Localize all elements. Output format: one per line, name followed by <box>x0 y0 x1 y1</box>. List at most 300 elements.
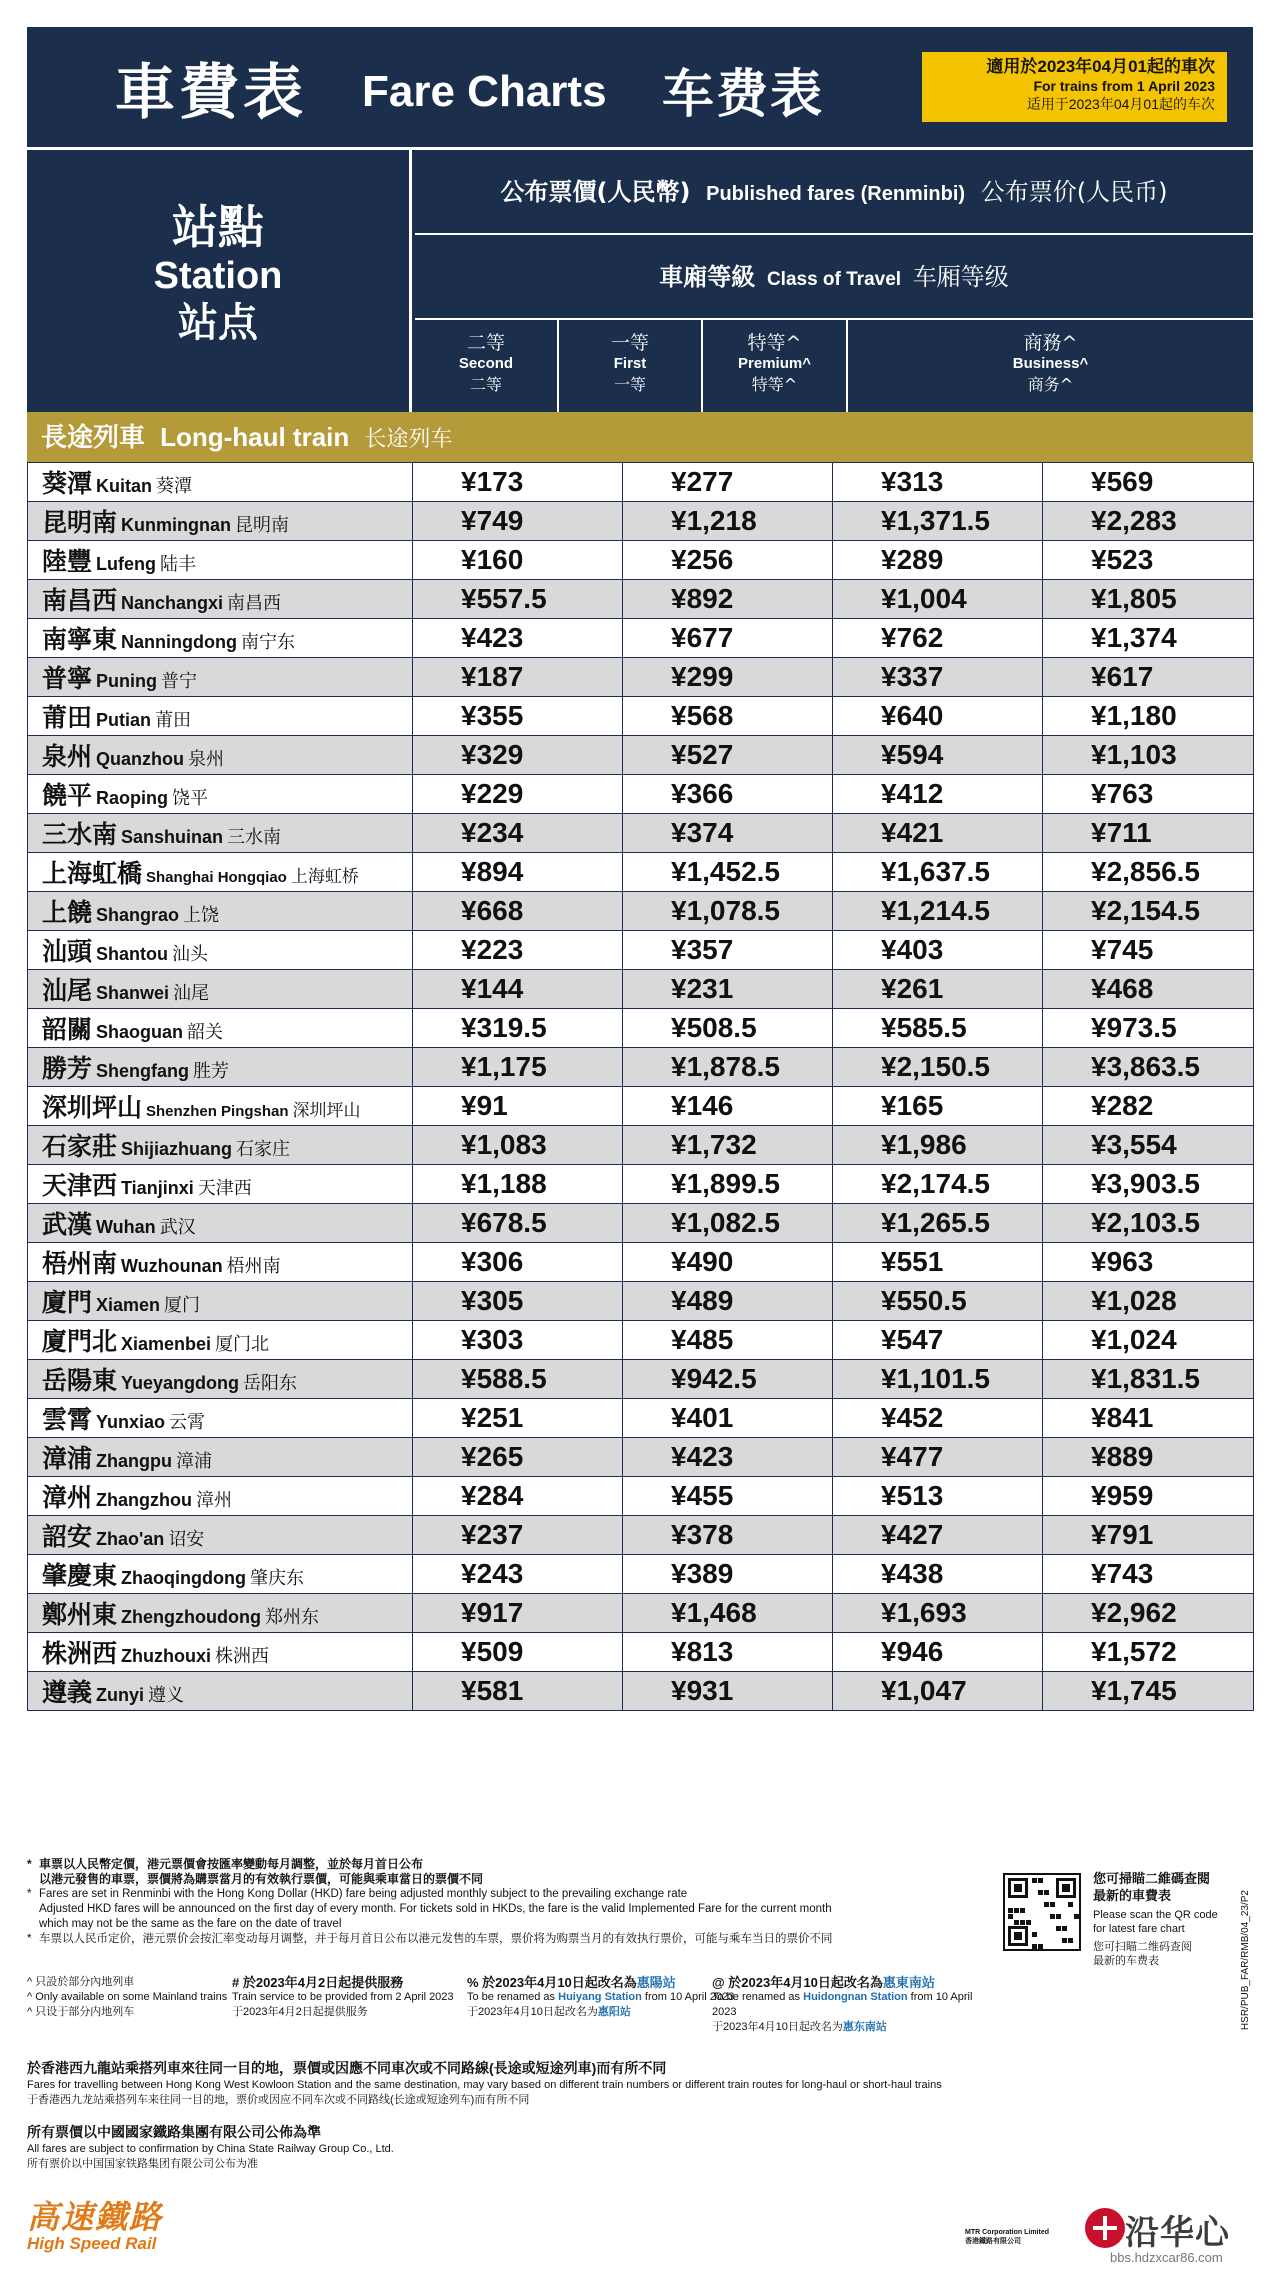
station-cell <box>28 658 413 697</box>
fare-table <box>27 462 1254 1711</box>
qr-module <box>1020 1920 1025 1925</box>
station-name-en: Yunxiao <box>96 1412 166 1432</box>
fare-business: ¥1,374 <box>1043 619 1254 658</box>
fare-business: ¥841 <box>1043 1399 1254 1438</box>
station-name-en: Wuzhounan <box>121 1256 223 1276</box>
station-cell <box>28 1282 413 1321</box>
table-row <box>28 814 1254 853</box>
fare-second: ¥265 <box>413 1438 623 1477</box>
class-col-business <box>848 320 1253 412</box>
qr-instructions <box>1093 1870 1243 1968</box>
fare-first: ¥1,732 <box>623 1126 833 1165</box>
station-name-tc: 陸豐 <box>42 547 93 576</box>
station-cell <box>28 814 413 853</box>
station-name-en: Nanningdong <box>121 632 237 652</box>
mark-hash-tc: # 於2023年4月2日起提供服務 <box>232 1975 404 1990</box>
mark-at <box>712 1975 987 2035</box>
table-row <box>28 1516 1254 1555</box>
fare-second: ¥894 <box>413 853 623 892</box>
fare-second: ¥229 <box>413 775 623 814</box>
legend-marks <box>27 1975 987 2045</box>
station-header <box>27 150 412 412</box>
table-row <box>28 1087 1254 1126</box>
qr-module <box>1038 1878 1043 1883</box>
table-row <box>28 736 1254 775</box>
fare-premium: ¥1,214.5 <box>833 892 1043 931</box>
qr-finder-center <box>1014 1932 1022 1940</box>
table-row <box>28 1009 1254 1048</box>
class-col-label-tc: 一等 <box>610 332 649 354</box>
station-name-en: Yueyangdong <box>121 1373 240 1393</box>
class-english: Class of Travel <box>766 269 902 290</box>
station-name-tc: 昆明南 <box>42 508 118 537</box>
mark-caret-tc: ^ 只設於部分內地列車 <box>27 1976 135 1988</box>
qr-en-1: Please scan the QR code <box>1093 1909 1218 1921</box>
title-english: Fare Charts <box>362 67 607 116</box>
qr-en-2: for latest fare chart <box>1093 1923 1185 1935</box>
fare-first: ¥455 <box>623 1477 833 1516</box>
fare-premium: ¥585.5 <box>833 1009 1043 1048</box>
fare-premium: ¥1,047 <box>833 1672 1043 1711</box>
qr-code[interactable] <box>1003 1873 1081 1951</box>
note-text: which may not be the same as the fare on the date of travel <box>39 1918 342 1930</box>
fare-premium: ¥1,265.5 <box>833 1204 1043 1243</box>
qr-module <box>1068 1938 1073 1943</box>
fare-business: ¥889 <box>1043 1438 1254 1477</box>
fare-business: ¥973.5 <box>1043 1009 1254 1048</box>
fare-first: ¥256 <box>623 541 833 580</box>
validity-english: For trains from 1 April 2023 <box>1033 78 1215 94</box>
table-row <box>28 1048 1254 1087</box>
fare-premium: ¥1,101.5 <box>833 1360 1043 1399</box>
station-name-sc: 泉州 <box>188 749 225 770</box>
station-name-en: Nanchangxi <box>121 593 224 613</box>
fare-table-body <box>28 463 1254 1711</box>
class-col-first <box>559 320 703 412</box>
station-cell <box>28 1516 413 1555</box>
station-name-tc: 遵義 <box>42 1678 93 1707</box>
mark-percent-tc-name: 惠陽站 <box>636 1975 676 1990</box>
fare-second: ¥917 <box>413 1594 623 1633</box>
station-name-sc: 梧州南 <box>226 1256 281 1277</box>
note-line <box>27 1902 987 1917</box>
table-row <box>28 1633 1254 1672</box>
class-of-travel-header <box>415 235 1253 320</box>
fare-premium: ¥762 <box>833 619 1043 658</box>
station-name-sc: 三水南 <box>227 827 282 848</box>
confirmation-tc: 所有票價以中國國家鐵路集團有限公司公佈為準 <box>27 2124 321 2140</box>
fare-first: ¥942.5 <box>623 1360 833 1399</box>
qr-module <box>1032 1878 1037 1883</box>
fare-business: ¥763 <box>1043 775 1254 814</box>
fare-business: ¥282 <box>1043 1087 1254 1126</box>
fare-first: ¥931 <box>623 1672 833 1711</box>
fare-premium: ¥547 <box>833 1321 1043 1360</box>
title-band <box>27 27 1253 147</box>
mark-percent <box>467 1975 734 2020</box>
station-cell <box>28 1633 413 1672</box>
station-header-simplified: 站点 <box>178 300 258 346</box>
fare-second: ¥678.5 <box>413 1204 623 1243</box>
station-name-sc: 诏安 <box>168 1529 205 1550</box>
station-name-en: Tianjinxi <box>121 1178 194 1198</box>
fare-business: ¥523 <box>1043 541 1254 580</box>
mark-percent-en-tail: from 10 April 2023 <box>644 1991 735 2003</box>
station-name-sc: 上饶 <box>183 905 220 926</box>
mtr-credit-en: MTR Corporation Limited <box>965 2229 1049 2236</box>
fare-premium: ¥550.5 <box>833 1282 1043 1321</box>
validity-badge <box>922 52 1227 122</box>
station-name-sc: 饶平 <box>172 788 209 809</box>
class-col-label-sc: 二等 <box>469 375 502 394</box>
fare-second: ¥305 <box>413 1282 623 1321</box>
qr-module <box>1008 1914 1013 1919</box>
fare-second: ¥319.5 <box>413 1009 623 1048</box>
station-name-sc: 南昌西 <box>227 593 282 614</box>
station-name-en: Sanshuinan <box>121 827 224 847</box>
table-row <box>28 502 1254 541</box>
station-name-tc: 詔安 <box>42 1522 93 1551</box>
table-row <box>28 580 1254 619</box>
station-header-english: Station <box>153 255 283 297</box>
mark-percent-en: To be renamed as <box>467 1991 556 2003</box>
station-name-tc: 梧州南 <box>42 1249 118 1278</box>
station-cell <box>28 541 413 580</box>
station-name-tc: 漳州 <box>42 1483 93 1512</box>
station-name-tc: 汕頭 <box>42 937 93 966</box>
station-name-tc: 上饒 <box>42 898 93 927</box>
station-cell <box>28 1360 413 1399</box>
station-name-en: Kunmingnan <box>121 515 232 535</box>
fare-first: ¥489 <box>623 1282 833 1321</box>
table-row <box>28 697 1254 736</box>
fare-premium: ¥261 <box>833 970 1043 1009</box>
mtr-logo-icon <box>1085 2208 1125 2248</box>
station-name-en: Zhaoqingdong <box>121 1568 246 1588</box>
fare-premium: ¥946 <box>833 1633 1043 1672</box>
station-name-sc: 胜芳 <box>193 1061 230 1082</box>
qr-module <box>1026 1920 1031 1925</box>
fare-business: ¥2,283 <box>1043 502 1254 541</box>
station-name-sc: 南宁东 <box>241 632 295 653</box>
mark-at-en-name: Huidongnan Station <box>803 1991 908 2003</box>
qr-module <box>1038 1944 1043 1949</box>
station-header-traditional: 站點 <box>172 200 264 254</box>
station-name-sc: 遵义 <box>148 1685 185 1706</box>
fare-second: ¥557.5 <box>413 580 623 619</box>
fare-first: ¥813 <box>623 1633 833 1672</box>
station-name-sc: 普宁 <box>161 671 198 692</box>
fare-second: ¥588.5 <box>413 1360 623 1399</box>
watermark-url: bbs.hdzxcar86.com <box>1110 2250 1223 2265</box>
fare-second: ¥303 <box>413 1321 623 1360</box>
station-cell <box>28 1204 413 1243</box>
fare-premium: ¥594 <box>833 736 1043 775</box>
station-cell <box>28 1321 413 1360</box>
qr-module <box>1050 1914 1055 1919</box>
station-name-sc: 上海虹桥 <box>290 867 359 887</box>
fare-variation-note <box>27 2058 987 2108</box>
fare-business: ¥3,903.5 <box>1043 1165 1254 1204</box>
station-name-tc: 深圳坪山 <box>42 1093 143 1122</box>
title-traditional: 車費表 <box>115 58 307 128</box>
note-text: 車票以人民幣定價，港元票價會按匯率變動每月調整，並於每月首日公布 <box>39 1857 424 1871</box>
qr-module <box>1056 1914 1061 1919</box>
fare-premium: ¥1,637.5 <box>833 853 1043 892</box>
fare-business: ¥791 <box>1043 1516 1254 1555</box>
fare-second: ¥91 <box>413 1087 623 1126</box>
fare-first: ¥374 <box>623 814 833 853</box>
fare-premium: ¥551 <box>833 1243 1043 1282</box>
fare-first: ¥508.5 <box>623 1009 833 1048</box>
qr-module <box>1062 1938 1067 1943</box>
qr-module <box>1032 1932 1037 1937</box>
fare-business: ¥1,028 <box>1043 1282 1254 1321</box>
table-row <box>28 1126 1254 1165</box>
station-name-en: Raoping <box>96 788 169 808</box>
station-name-en: Zhengzhoudong <box>121 1607 261 1627</box>
class-col-label-sc: 商务^ <box>1027 375 1074 394</box>
note-bullet: * <box>27 1857 32 1871</box>
fare-first: ¥1,452.5 <box>623 853 833 892</box>
station-cell <box>28 1243 413 1282</box>
station-name-sc: 岳阳东 <box>243 1373 298 1394</box>
station-cell <box>28 853 413 892</box>
station-name-tc: 武漢 <box>42 1210 93 1239</box>
fare-business: ¥2,962 <box>1043 1594 1254 1633</box>
station-name-tc: 南寧東 <box>42 625 118 654</box>
fare-second: ¥284 <box>413 1477 623 1516</box>
fare-second: ¥423 <box>413 619 623 658</box>
fare-business: ¥743 <box>1043 1555 1254 1594</box>
fare-premium: ¥289 <box>833 541 1043 580</box>
fare-first: ¥231 <box>623 970 833 1009</box>
station-name-tc: 石家莊 <box>42 1132 118 1161</box>
fare-premium: ¥2,150.5 <box>833 1048 1043 1087</box>
fare-first: ¥1,899.5 <box>623 1165 833 1204</box>
validity-traditional: 適用於2023年04月01起的車次 <box>986 57 1215 76</box>
mark-hash-en: Train service to be provided from 2 April 2023 <box>232 1991 454 2003</box>
station-name-tc: 三水南 <box>42 820 118 849</box>
section-english: Long-haul train <box>160 422 350 452</box>
fare-second: ¥173 <box>413 463 623 502</box>
fare-premium: ¥427 <box>833 1516 1043 1555</box>
station-cell <box>28 1594 413 1633</box>
station-name-sc: 武汉 <box>159 1217 196 1238</box>
station-name-tc: 上海虹橋 <box>42 859 143 888</box>
fare-first: ¥892 <box>623 580 833 619</box>
station-name-en: Zhangpu <box>96 1451 172 1471</box>
station-name-sc: 陆丰 <box>160 554 197 575</box>
hsr-logo-tc: 高速鐵路 <box>27 2199 164 2235</box>
station-name-sc: 郑州东 <box>264 1607 319 1628</box>
station-name-en: Xiamenbei <box>121 1334 212 1354</box>
mark-hash-sc: 于2023年4月2日起提供服务 <box>232 2006 368 2018</box>
table-row <box>28 1360 1254 1399</box>
fare-premium: ¥1,986 <box>833 1126 1043 1165</box>
qr-sc-1: 您可扫瞄二维码查阅 <box>1093 1941 1192 1953</box>
fare-second: ¥251 <box>413 1399 623 1438</box>
station-name-tc: 普寧 <box>42 664 93 693</box>
mark-caret-en: ^ Only available on some Mainland trains <box>27 1991 228 2003</box>
station-name-tc: 漳浦 <box>42 1444 93 1473</box>
qr-module <box>1014 1920 1019 1925</box>
fare-first: ¥485 <box>623 1321 833 1360</box>
fare-business: ¥1,831.5 <box>1043 1360 1254 1399</box>
fare-business: ¥711 <box>1043 814 1254 853</box>
qr-module <box>1062 1926 1067 1931</box>
table-row <box>28 970 1254 1009</box>
class-col-label-tc: 二等 <box>466 332 505 354</box>
fare-variation-tc: 於香港西九龍站乘搭列車來往同一目的地，票價或因應不同車次或不同路線(長途或短途列車)而有所不同 <box>27 2060 667 2076</box>
station-cell <box>28 1555 413 1594</box>
station-name-tc: 雲霄 <box>42 1405 93 1434</box>
class-col-label-tc: 商務^ <box>1023 332 1078 354</box>
note-bullet: * <box>27 1888 32 1900</box>
fare-business: ¥963 <box>1043 1243 1254 1282</box>
class-col-label-en: Premium^ <box>738 355 811 372</box>
station-name-en: Zhangzhou <box>96 1490 192 1510</box>
fare-first: ¥357 <box>623 931 833 970</box>
station-cell <box>28 775 413 814</box>
fare-first: ¥1,468 <box>623 1594 833 1633</box>
fare-premium: ¥1,693 <box>833 1594 1043 1633</box>
confirmation-en: All fares are subject to confirmation by China State Railway Group Co., Ltd. <box>27 2143 394 2155</box>
published-traditional: 公布票價(人民幣) <box>500 178 691 206</box>
station-cell <box>28 580 413 619</box>
published-fares-header <box>415 150 1253 235</box>
mark-percent-sc-name: 惠阳站 <box>597 2006 631 2018</box>
fare-first: ¥568 <box>623 697 833 736</box>
station-name-sc: 天津西 <box>197 1178 252 1199</box>
note-line <box>27 1932 987 1947</box>
qr-sc-2: 最新的车费表 <box>1093 1955 1159 1967</box>
fare-first: ¥1,078.5 <box>623 892 833 931</box>
class-columns <box>415 320 1253 412</box>
fare-premium: ¥403 <box>833 931 1043 970</box>
station-name-tc: 岳陽東 <box>42 1366 118 1395</box>
station-name-sc: 汕尾 <box>173 983 210 1004</box>
fare-first: ¥677 <box>623 619 833 658</box>
class-col-label-sc: 一等 <box>613 375 646 394</box>
note-line <box>27 1857 987 1872</box>
validity-simplified: 适用于2023年04月01起的车次 <box>1026 96 1215 112</box>
fare-premium: ¥337 <box>833 658 1043 697</box>
fare-second: ¥355 <box>413 697 623 736</box>
qr-module <box>1050 1902 1055 1907</box>
table-header <box>27 150 1253 412</box>
fare-variation-en: Fares for travelling between Hong Kong West Kowloon Station and the same destination, may vary based on different train numbers or different train routes for long-haul or short-haul trains <box>27 2079 942 2091</box>
station-name-tc: 南昌西 <box>42 586 118 615</box>
station-name-sc: 厦门北 <box>215 1334 270 1355</box>
table-row <box>28 1477 1254 1516</box>
fare-business: ¥3,554 <box>1043 1126 1254 1165</box>
fare-business: ¥617 <box>1043 658 1254 697</box>
station-name-sc: 葵潭 <box>156 476 193 497</box>
station-name-tc: 株洲西 <box>42 1639 118 1668</box>
table-row <box>28 1672 1254 1711</box>
table-row <box>28 1594 1254 1633</box>
station-name-tc: 廈門北 <box>42 1327 118 1356</box>
qr-module <box>1014 1908 1019 1913</box>
class-traditional: 車廂等級 <box>659 263 756 291</box>
fare-first: ¥146 <box>623 1087 833 1126</box>
confirmation-note <box>27 2122 987 2172</box>
station-name-en: Wuhan <box>96 1217 156 1237</box>
station-name-sc: 石家庄 <box>236 1139 291 1160</box>
fare-first: ¥299 <box>623 658 833 697</box>
station-cell <box>28 1672 413 1711</box>
fare-premium: ¥165 <box>833 1087 1043 1126</box>
station-cell <box>28 1438 413 1477</box>
fare-second: ¥237 <box>413 1516 623 1555</box>
note-text: Fares are set in Renminbi with the Hong Kong Dollar (HKD) fare being adjusted monthly subject to the prevailing exchange rate <box>39 1888 688 1900</box>
station-name-tc: 泉州 <box>42 742 93 771</box>
fare-second: ¥1,083 <box>413 1126 623 1165</box>
fare-business: ¥1,572 <box>1043 1633 1254 1672</box>
station-name-en: Lufeng <box>96 554 157 574</box>
table-row <box>28 1282 1254 1321</box>
class-col-second <box>415 320 559 412</box>
station-name-sc: 云霄 <box>169 1412 206 1433</box>
fare-first: ¥1,082.5 <box>623 1204 833 1243</box>
fare-first: ¥277 <box>623 463 833 502</box>
station-name-sc: 莆田 <box>155 710 192 731</box>
station-name-sc: 株洲西 <box>215 1646 269 1667</box>
table-row <box>28 541 1254 580</box>
station-name-en: Puning <box>96 671 158 691</box>
qr-finder-center <box>1062 1884 1070 1892</box>
station-name-en: Shijiazhuang <box>121 1139 233 1159</box>
station-name-en: Shanghai Hongqiao <box>146 869 287 886</box>
station-name-en: Shanwei <box>96 983 170 1003</box>
fare-second: ¥243 <box>413 1555 623 1594</box>
class-col-label-sc: 特等^ <box>751 375 798 394</box>
station-cell <box>28 619 413 658</box>
station-cell <box>28 1126 413 1165</box>
table-row <box>28 619 1254 658</box>
fare-second: ¥223 <box>413 931 623 970</box>
note-line <box>27 1917 987 1932</box>
station-name-tc: 莆田 <box>42 703 93 732</box>
published-english: Published fares (Renminbi) <box>706 183 966 205</box>
station-name-tc: 勝芳 <box>42 1054 93 1083</box>
table-row <box>28 775 1254 814</box>
qr-finder-center <box>1014 1884 1022 1892</box>
fare-business: ¥2,856.5 <box>1043 853 1254 892</box>
station-name-en: Putian <box>96 710 152 730</box>
hsr-logo-en: High Speed Rail <box>27 2234 157 2253</box>
fare-business: ¥3,863.5 <box>1043 1048 1254 1087</box>
station-name-en: Shantou <box>96 944 169 964</box>
mark-at-sc-name: 惠东南站 <box>842 2021 887 2033</box>
class-col-premium <box>703 320 848 412</box>
station-cell <box>28 463 413 502</box>
mark-at-tc: @ 於2023年4月10日起改名為 <box>712 1975 883 1990</box>
mark-caret-sc: ^ 只设于部分内地列车 <box>27 2006 135 2018</box>
station-name-tc: 廈門 <box>42 1288 93 1317</box>
fare-premium: ¥477 <box>833 1438 1043 1477</box>
station-name-sc: 汕头 <box>172 944 209 965</box>
station-cell <box>28 931 413 970</box>
station-name-en: Xiamen <box>96 1295 161 1315</box>
mark-percent-sc: 于2023年4月10日起改名为 <box>467 2006 598 2018</box>
fare-first: ¥366 <box>623 775 833 814</box>
section-simplified: 长途列车 <box>364 427 453 452</box>
title-simplified: 车费表 <box>662 65 825 125</box>
fare-premium: ¥1,004 <box>833 580 1043 619</box>
station-cell <box>28 1087 413 1126</box>
